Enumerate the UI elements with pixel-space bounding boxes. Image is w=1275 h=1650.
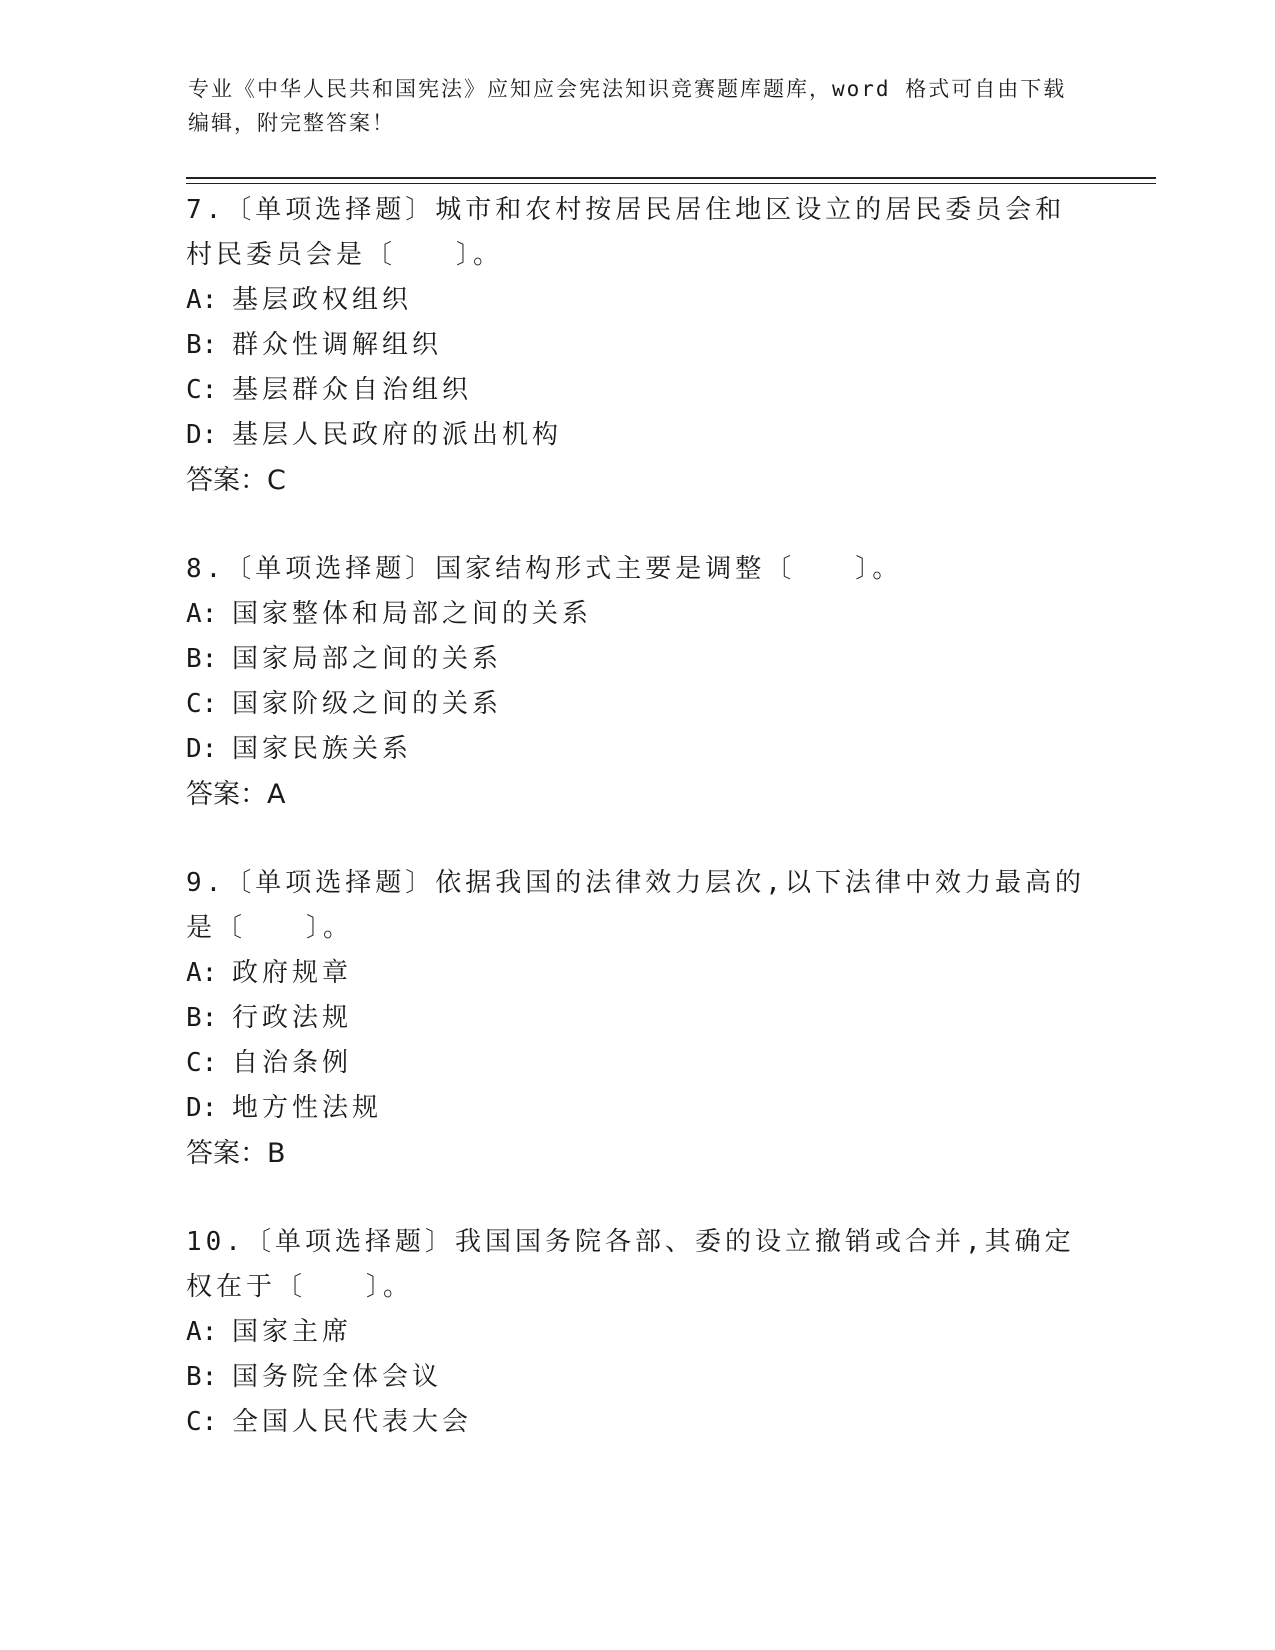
option-text: 国家整体和局部之间的关系 xyxy=(232,599,593,629)
option-d xyxy=(186,727,1086,772)
option-text: 国家局部之间的关系 xyxy=(232,644,503,674)
option-text: 国务院全体会议 xyxy=(232,1362,443,1392)
question-9 xyxy=(186,861,1086,1176)
option-key: A: xyxy=(186,958,218,988)
option-c xyxy=(186,1041,1086,1086)
question-8 xyxy=(186,547,1086,817)
option-key: B: xyxy=(186,1003,218,1033)
answer-line: 答案：B xyxy=(186,1138,286,1169)
answer-line: 答案：C xyxy=(186,465,286,496)
option-d xyxy=(186,1086,1086,1131)
question-stem: 9.〔单项选择题〕依据我国的法律效力层次,以下法律中效力最高的是〔 〕。 xyxy=(186,868,1085,943)
question-stem: 10.〔单项选择题〕我国国务院各部、委的设立撤销或合并,其确定权在于〔 〕。 xyxy=(186,1227,1075,1302)
option-key: A: xyxy=(186,599,218,629)
option-text: 国家阶级之间的关系 xyxy=(232,689,503,719)
question-stem: 8.〔单项选择题〕国家结构形式主要是调整〔 〕。 xyxy=(186,554,903,584)
option-d xyxy=(186,413,1086,458)
answer-line: 答案：A xyxy=(186,779,286,810)
question-10 xyxy=(186,1220,1086,1445)
option-b xyxy=(186,1355,1086,1400)
option-key: D: xyxy=(186,420,218,450)
option-key: B: xyxy=(186,1362,218,1392)
option-key: C: xyxy=(186,1407,218,1437)
option-key: C: xyxy=(186,689,218,719)
option-a xyxy=(186,951,1086,996)
option-text: 基层群众自治组织 xyxy=(232,375,473,405)
option-a xyxy=(186,592,1086,637)
option-key: B: xyxy=(186,644,218,674)
question-stem: 7.〔单项选择题〕城市和农村按居民居住地区设立的居民委员会和村民委员会是〔 〕。 xyxy=(186,195,1066,270)
option-a xyxy=(186,1310,1086,1355)
header-divider-thin xyxy=(186,183,1156,184)
option-key: A: xyxy=(186,1317,218,1347)
option-key: B: xyxy=(186,330,218,360)
option-text: 国家民族关系 xyxy=(232,734,413,764)
option-text: 群众性调解组织 xyxy=(232,330,443,360)
option-text: 行政法规 xyxy=(232,1003,353,1033)
question-7 xyxy=(186,188,1086,503)
option-b xyxy=(186,996,1086,1041)
option-text: 基层人民政府的派出机构 xyxy=(232,420,563,450)
option-c xyxy=(186,682,1086,727)
option-key: A: xyxy=(186,285,218,315)
option-key: D: xyxy=(186,1093,218,1123)
option-text: 地方性法规 xyxy=(232,1093,383,1123)
option-c xyxy=(186,368,1086,413)
option-a xyxy=(186,278,1086,323)
option-c xyxy=(186,1400,1086,1445)
question-list xyxy=(186,188,1086,1489)
header-divider-thick xyxy=(186,177,1156,179)
option-text: 全国人民代表大会 xyxy=(232,1407,473,1437)
option-text: 国家主席 xyxy=(232,1317,353,1347)
option-key: D: xyxy=(186,734,218,764)
option-text: 政府规章 xyxy=(232,958,353,988)
option-b xyxy=(186,323,1086,368)
option-key: C: xyxy=(186,375,218,405)
option-text: 基层政权组织 xyxy=(232,285,413,315)
option-text: 自治条例 xyxy=(232,1048,353,1078)
option-b xyxy=(186,637,1086,682)
option-key: C: xyxy=(186,1048,218,1078)
document-header: 专业《中华人民共和国宪法》应知应会宪法知识竞赛题库题库，word 格式可自由下载编辑，附完整答案！ xyxy=(188,77,1067,135)
